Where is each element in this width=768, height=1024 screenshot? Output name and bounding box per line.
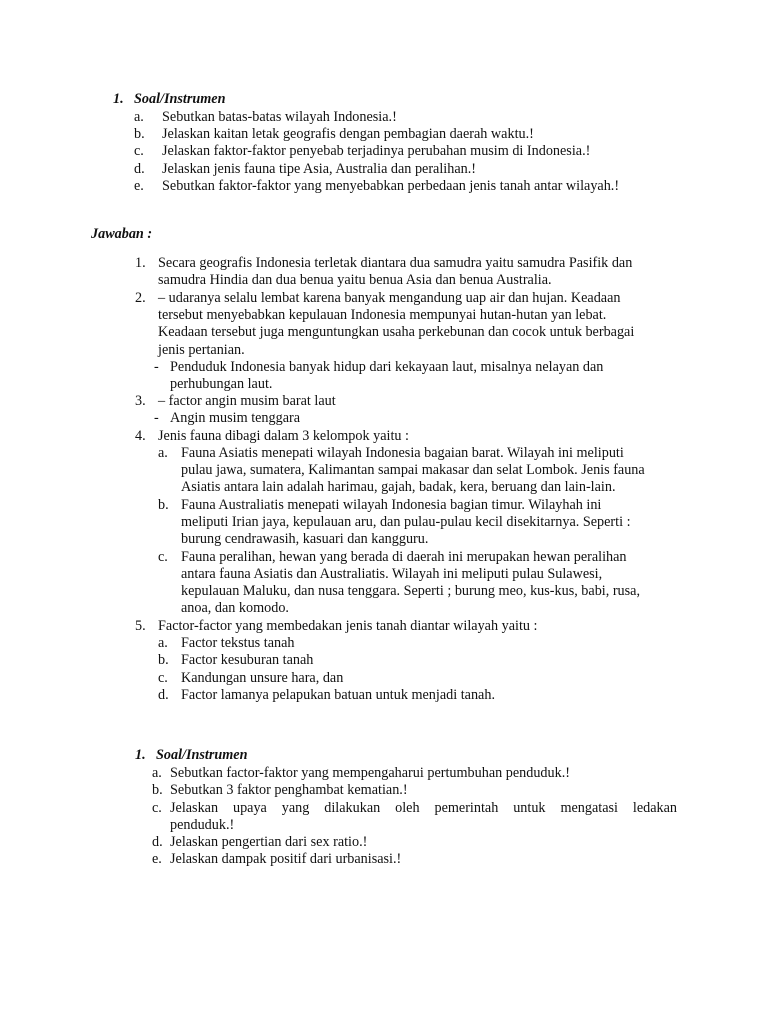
question-text-continued: penduduk.! [170, 817, 235, 833]
question-text: Jelaskan kaitan letak geografis dengan pembagian daerah waktu.! [162, 126, 534, 142]
item-line: pulau jawa, sumatera, Kalimantan sampai makasar dan selat Lombok. Jenis fauna [181, 462, 645, 478]
question-text: Sebutkan faktor-faktor yang menyebabkan perbedaan jenis tanah antar wilayah.! [162, 178, 620, 194]
item-label: a. [158, 445, 168, 461]
item-text: Kandungan unsure hara, dan [181, 670, 344, 686]
question-label: e. [152, 851, 162, 867]
item-label: b. [158, 497, 169, 513]
bullet-dash: - [154, 359, 159, 375]
question-label: b. [134, 126, 145, 142]
item-label: b. [158, 652, 169, 668]
answer-line: jenis pertanian. [158, 342, 245, 358]
item-text: Factor tekstus tanah [181, 635, 295, 651]
answers-heading: Jawaban : [91, 226, 153, 242]
question-text: Sebutkan 3 faktor penghambat kematian.! [170, 782, 408, 798]
question-label: e. [134, 178, 144, 194]
question-text: Jelaskan upaya yang dilakukan oleh pemerintah untuk mengatasi ledakan [170, 800, 677, 816]
item-label: c. [158, 549, 168, 565]
item-line: meliputi Irian jaya, kepulauan aru, dan pulau-pulau kecil disekitarnya. Seperti : [181, 514, 631, 530]
answer-number: 2. [135, 290, 146, 306]
item-text: Factor lamanya pelapukan batuan untuk menjadi tanah. [181, 687, 495, 703]
question-text: Sebutkan factor-faktor yang mempengaharui pertumbuhan penduduk.! [170, 765, 570, 781]
answer-sub-line: perhubungan laut. [170, 376, 273, 392]
answer-number: 4. [135, 428, 146, 444]
item-line: Fauna peralihan, hewan yang berada di daerah ini merupakan hewan peralihan [181, 549, 627, 565]
answer-number: 1. [135, 255, 146, 271]
item-line: burung cendrawasih, kasuari dan kangguru. [181, 531, 429, 547]
answer-line: Jenis fauna dibagi dalam 3 kelompok yaitu : [158, 428, 409, 444]
question-text: Jelaskan dampak positif dari urbanisasi.! [170, 851, 402, 867]
item-line: Asiatis antara lain adalah harimau, gajah, badak, kera, beruang dan lain-lain. [181, 479, 616, 495]
question-label: d. [134, 161, 145, 177]
item-line: Fauna Asiatis menepati wilayah Indonesia bagaian barat. Wilayah ini meliputi [181, 445, 624, 461]
question-label: c. [152, 800, 162, 816]
section2-title: Soal/Instrumen [156, 747, 248, 763]
question-text: Jelaskan jenis fauna tipe Asia, Australia dan peralihan.! [162, 161, 476, 177]
question-label: d. [152, 834, 163, 850]
section1-number: 1. [113, 91, 124, 107]
section1-title: Soal/Instrumen [134, 91, 226, 107]
item-text: Factor kesuburan tanah [181, 652, 314, 668]
question-label: c. [134, 143, 144, 159]
item-line: anoa, dan komodo. [181, 600, 289, 616]
answer-line: Secara geografis Indonesia terletak diantara dua samudra yaitu samudra Pasifik dan [158, 255, 633, 271]
section2-number: 1. [135, 747, 146, 763]
answer-sub-line: Penduduk Indonesia banyak hidup dari kekayaan laut, misalnya nelayan dan [170, 359, 604, 375]
item-line: antara fauna Asiatis dan Australiatis. Wilayah ini meliputi pulau Sulawesi, [181, 566, 603, 582]
answer-line: – udaranya selalu lembat karena banyak mengandung uap air dan hujan. Keadaan [158, 290, 621, 306]
item-label: c. [158, 670, 168, 686]
item-label: a. [158, 635, 168, 651]
question-text: Jelaskan pengertian dari sex ratio.! [170, 834, 368, 850]
answer-line: tersebut menyebabkan kepulauan Indonesia mempunyai hutan-hutan yan lebat. [158, 307, 607, 323]
answer-line: Keadaan tersebut juga menguntungkan usaha perkebunan dan cocok untuk berbagai [158, 324, 635, 340]
question-text: Jelaskan faktor-faktor penyebab terjadinya perubahan musim di Indonesia.! [162, 143, 591, 159]
item-line: Fauna Australiatis menepati wilayah Indonesia bagian timur. Wilayhah ini [181, 497, 602, 513]
answer-sub-line: Angin musim tenggara [170, 410, 301, 426]
question-label: a. [134, 109, 144, 125]
item-line: kepulauan Maluku, dan nusa tenggara. Seperti ; burung meo, kus-kus, babi, rusa, [181, 583, 641, 599]
answer-line: Factor-factor yang membedakan jenis tanah diantar wilayah yaitu : [158, 618, 538, 634]
answer-line: samudra Hindia dan dua benua yaitu benua Asia dan benua Australia. [158, 272, 552, 288]
bullet-dash: - [154, 410, 159, 426]
item-label: d. [158, 687, 169, 703]
answer-line: – factor angin musim barat laut [158, 393, 336, 409]
answer-number: 5. [135, 618, 146, 634]
question-label: a. [152, 765, 162, 781]
answer-number: 3. [135, 393, 146, 409]
question-label: b. [152, 782, 163, 798]
question-text: Sebutkan batas-batas wilayah Indonesia.! [162, 109, 397, 125]
